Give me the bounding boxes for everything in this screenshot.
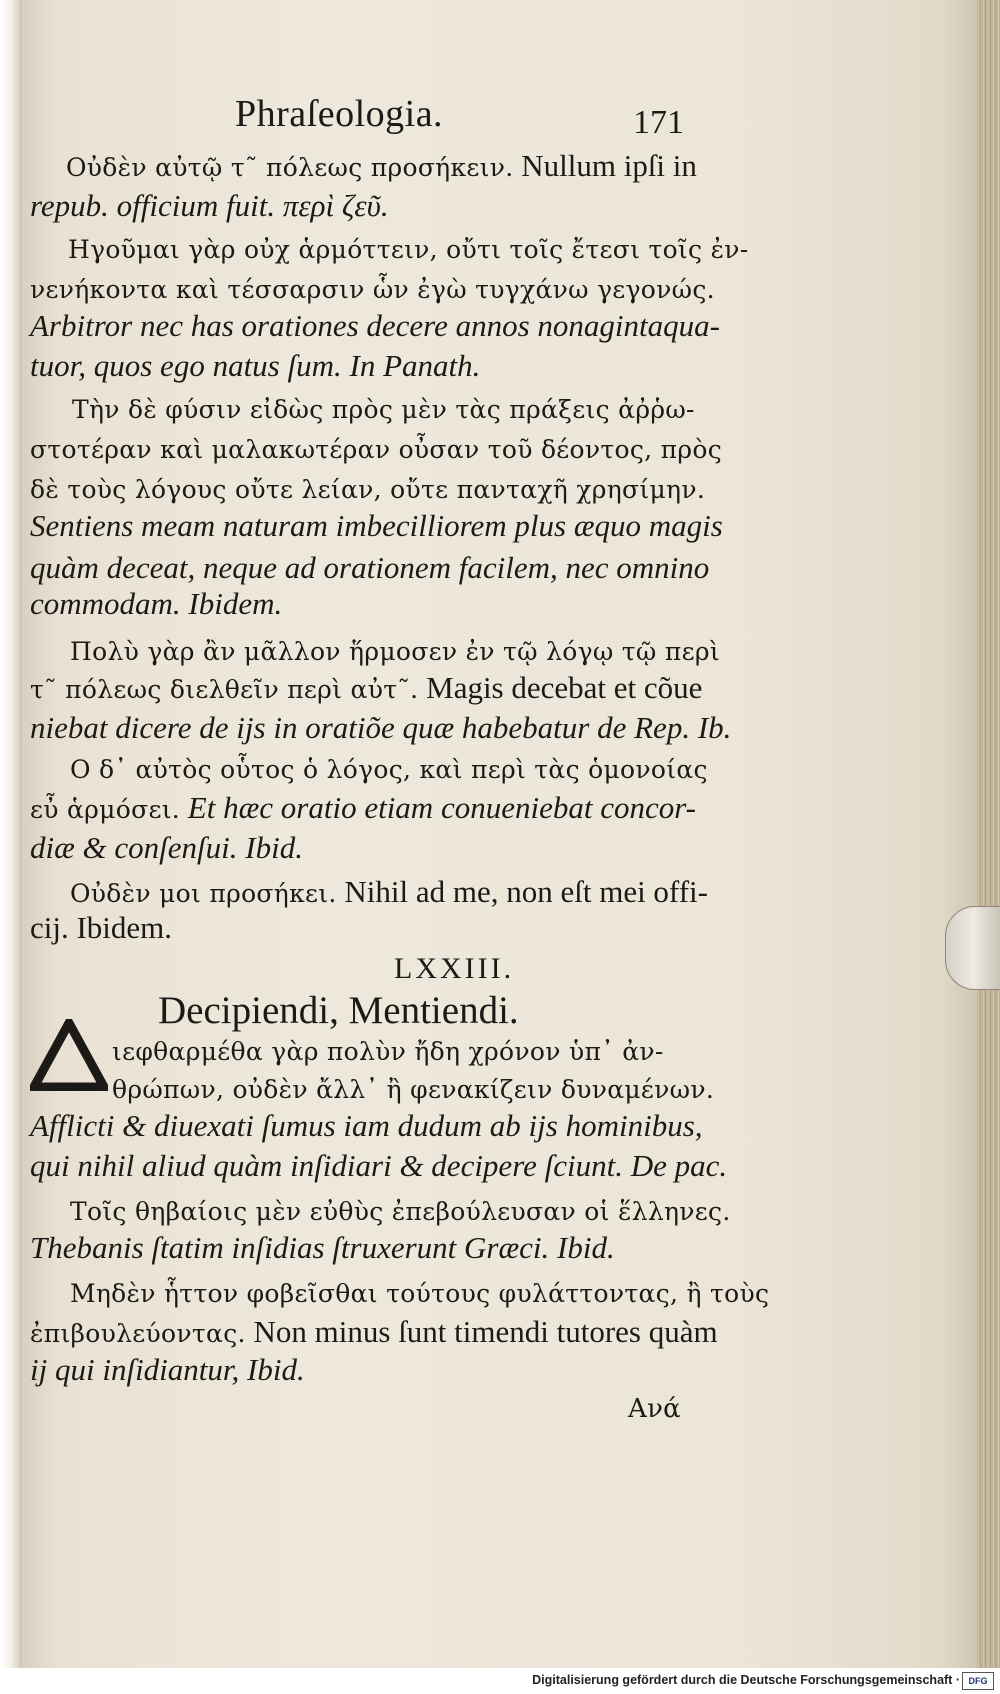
page-edges [977,0,1000,1668]
text-line: cij. Ibidem. [30,910,173,945]
text-line: Afflicti & diuexati ſumus iam dudum ab ijs hominibus, [30,1108,703,1143]
text-line: qui nihil aliud quàm inſidiari & decipere ſciunt. De pac. [30,1148,728,1183]
text-line: Ηγοῦμαι γὰρ οὐχ ἁρμόττειν, οὔτι τοῖς ἔτεσι τοῖς ἐν- [68,235,749,264]
text-line: ιεφθαρμέθα γὰρ πολὺν ἤδη χρόνον ὑπ᾽ ἀν- [112,1037,664,1066]
text-line: Πολὺ γὰρ ἂν μᾶλλον ἥρμοσεν ἐν τῷ λόγῳ τῷ περὶ [70,637,720,666]
text-line: Τοῖς θηβαίοις μὲν εὐθὺς ἐπεβούλευσαν οἱ ἕλληνες. [70,1197,731,1226]
text-line: Arbitror nec has orationes decere annos nonagintaqua- [30,308,720,343]
section-title: Decipiendi, Mentiendi. [158,989,519,1032]
drop-cap-delta-icon [30,1019,108,1091]
section-number: LXXIII. [394,952,515,985]
text-line: repub. officium fuit. περὶ ζεῦ. [30,188,389,223]
text-line: στοτέραν καὶ μαλακωτέραν οὖσαν τοῦ δέοντος, πρὸς [30,435,723,464]
funding-credit: Digitalisierung gefördert durch die Deutsche Forschungsgemeinschaft · [532,1673,960,1687]
page-number: 171 [633,104,684,141]
text-line: diæ & conſenſui. Ibid. [30,830,303,865]
text-line: commodam. Ibidem. [30,586,283,621]
catchword: Ανά [628,1394,682,1424]
text-line: εὖ ἁρμόσει. Et hæc oratio etiam conueniebat concor- [30,790,696,825]
text-line: Thebanis ſtatim inſidias ſtruxerunt Græci. Ibid. [30,1230,615,1265]
dfg-logo: DFG [962,1672,994,1690]
text-line: Τὴν δὲ φύσιν εἰδὼς πρὸς μὲν τὰς πράξεις ἀῤῥω- [72,395,695,424]
text-line: tuor, quos ego natus ſum. In Panath. [30,348,481,383]
text-line: Sentiens meam naturam imbecilliorem plus æquo magis [30,508,723,543]
text-line: Οὐδὲν μοι προσήκει. Nihil ad me, non eſt mei offi- [70,874,708,909]
text-line: ij qui inſidiantur, Ibid. [30,1352,305,1387]
text-line: θρώπων, οὐδὲν ἄλλ᾽ ἢ φενακίζειν δυναμένων. [112,1075,715,1104]
text-line: quàm deceat, neque ad orationem facilem, nec omnino [30,550,710,585]
text-line: ἐπιβουλεύοντας. Non minus ſunt timendi tutores quàm [30,1314,718,1349]
text-line: νενήκοντα καὶ τέσσαρσιν ὧν ἐγὼ τυγχάνω γεγονώς. [30,275,715,304]
text-line: τ῀ πόλεως διελθεῖν περὶ αὐτ῀. Magis decebat et cõue [30,670,703,705]
text-line: niebat dicere de ijs in oratiõe quæ habebatur de Rep. Ib. [30,710,732,745]
text-line: δὲ τοὺς λόγους οὔτε λείαν, οὔτε πανταχῆ χρησίμην. [30,475,706,504]
text-line: Οὐδὲν αὐτῷ τ῀ πόλεως προσήκειν. Nullum ipſi in [66,148,697,183]
running-header: Phraſeologia. [235,93,444,135]
text-line: Ο δ᾽ αὐτὸς οὗτος ὁ λόγος, καὶ περὶ τὰς ὁμονοίας [70,755,708,784]
text-line: Μηδὲν ἧττον φοβεῖσθαι τούτους φυλάττοντας, ἢ τοὺς [70,1279,770,1308]
